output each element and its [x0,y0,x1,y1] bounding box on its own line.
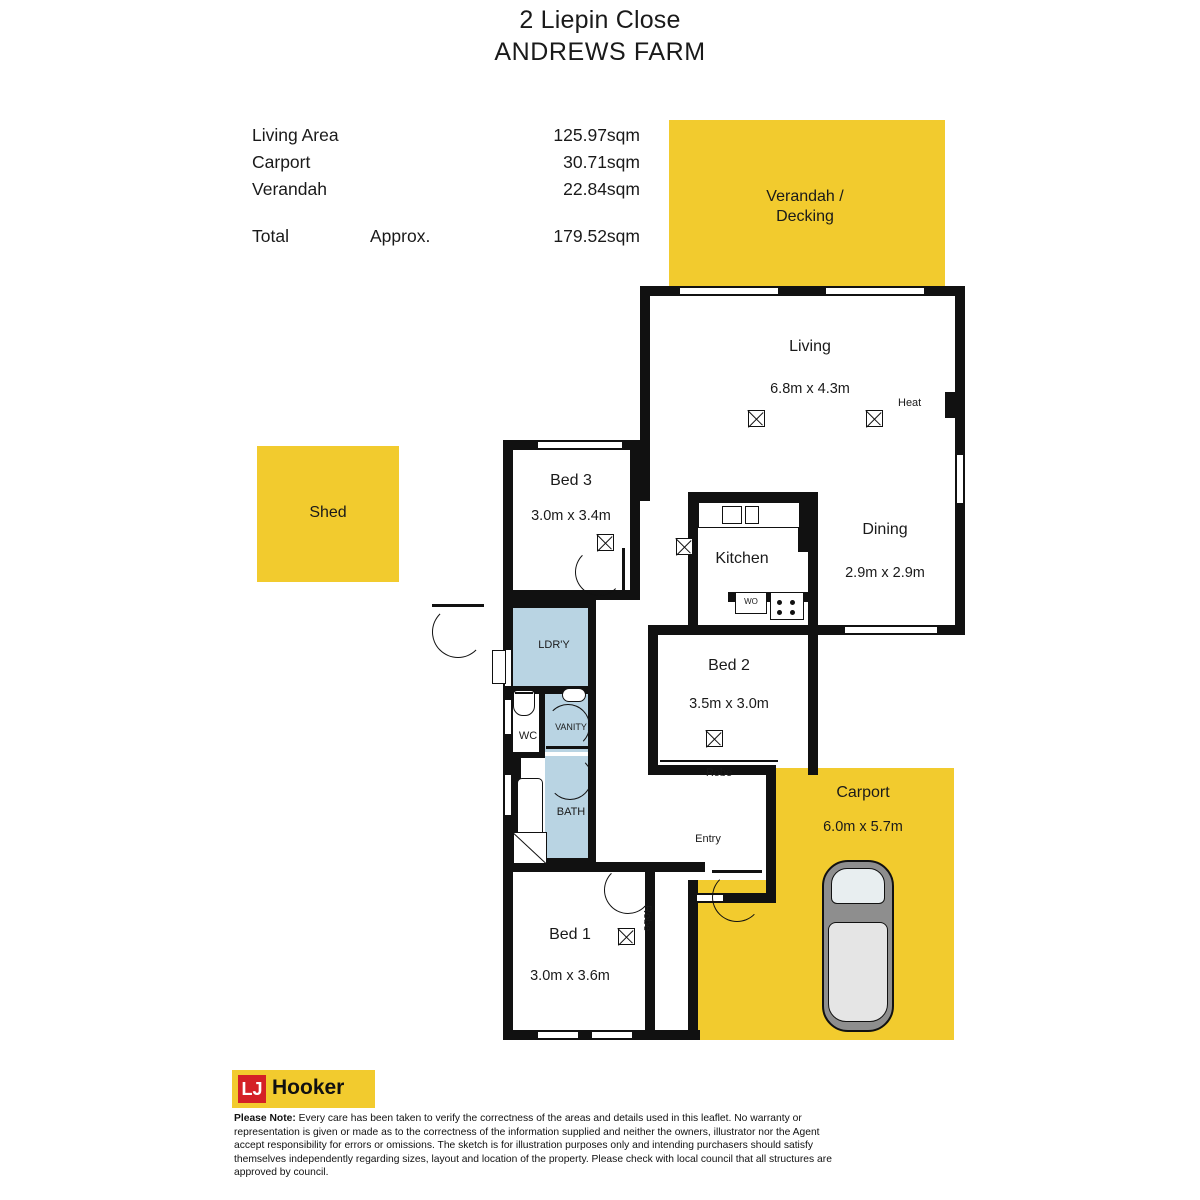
robe-bed1-label: Robe [641,905,653,932]
property-suburb: ANDREWS FARM [494,38,706,66]
laundry-trough [492,650,506,684]
area-value: 30.71sqm [563,152,640,172]
area-label: Carport [252,152,311,172]
area-value: 22.84sqm [563,179,640,199]
ceiling-fan-living-1 [748,410,765,427]
window-bath-west [503,775,513,815]
bed1-label: Bed 1 3.0m x 3.6m [530,926,610,984]
cooktop-icon [722,506,742,524]
disclaimer [234,1112,834,1180]
wall-oven-label: WO [744,597,758,606]
entry-label: Entry [695,833,721,845]
window-living-top-2 [826,286,924,296]
living-label: Living 6.8m x 4.3m [770,338,850,397]
toilet-cistern [515,692,533,694]
area-value: 179.52sqm [553,226,640,246]
window-bed1-south-2 [592,1030,632,1040]
sink-icon [745,506,759,524]
area-note [370,176,520,203]
wall-carport-west [766,768,776,903]
area-note: Approx. [370,226,431,246]
ceiling-fan-bed3 [597,534,614,551]
door-vanity-leaf [546,746,590,749]
ceiling-fan-bed2 [706,730,723,747]
door-laundry-external [432,606,484,658]
heat-label: Heat [898,397,922,409]
wall-entry-east [688,880,698,1040]
wall-entry-north [645,862,705,872]
table-row [252,149,652,176]
property-address: 2 Liepin Close [519,6,681,34]
vanity-basin [562,688,586,702]
hotplate-2 [790,600,795,605]
verandah-label: Verandah / Decking [766,188,844,225]
vanity-label: VANITY [555,722,587,732]
hotplate-1 [777,600,782,605]
wall-laundry-east [588,600,596,686]
page-title [0,4,1200,68]
table-row [252,176,652,203]
logo-name: Hooker [272,1076,345,1099]
bed3-label: Bed 3 3.0m x 3.4m [531,472,611,524]
area-note [370,122,520,149]
shed-label: Shed [309,504,347,521]
hotplate-4 [790,610,795,615]
door-laundry-leaf [432,604,484,607]
wall-kitchen-north [688,492,818,502]
lj-hooker-logo[interactable] [232,1070,375,1108]
kitchen-label: Kitchen [715,550,769,567]
window-bed1-south-1 [538,1030,578,1040]
door-entry [712,872,762,922]
wc-label: WC [518,730,538,742]
area-label: Total [252,226,289,246]
logo-mark: LJ [238,1075,266,1103]
wall-living-left [640,286,650,501]
door-entry-leaf [712,870,762,873]
robe-bed2-label: Robe [705,767,733,779]
wall-wc-east [539,690,545,754]
heater-unit [945,392,959,418]
ceiling-fan-living-2 [866,410,883,427]
table-row-total [252,223,652,250]
carport-label: Carport 6.0m x 5.7m [823,784,903,835]
table-row [252,122,652,149]
door-bath [548,756,592,800]
area-label: Living Area [252,125,339,145]
wall-bed3-bottom [503,590,640,600]
wall-bed2-top [648,625,808,635]
laundry-label: LDR'Y [538,639,570,651]
disclaimer-heading: Please Note: [234,1113,296,1124]
wall-laundry-top [513,600,595,608]
car-windshield [831,868,885,904]
hotplate-3 [777,610,782,615]
door-bed3-leaf [622,548,625,596]
robe-bed2-divider [660,760,778,762]
dining-label: Dining 2.9m x 2.9m [845,521,925,581]
disclaimer-text: Every care has been taken to verify the correctness of the areas and details used in this leaflet. No warranty or representation is given or made as to the correctness of the information supplied and neither the owners, illustrator nor the Agent accept responsibility for errors or omissions. The sketch is for illustration purposes only and intending purchasers should satisfy themselves independently regarding sizes, layout and location of the property. Please check with local council that all structures are approved by council. [234,1113,832,1179]
car-body [828,922,888,1022]
area-summary-table [252,122,652,250]
area-label: Verandah [252,179,327,199]
window-living-right [955,455,965,503]
bed2-label: Bed 2 3.5m x 3.0m [689,657,769,712]
bath-label: BATH [556,806,586,818]
window-bed3-top [538,440,622,450]
window-living-top-1 [680,286,778,296]
area-note [370,149,520,176]
cooktop-hotplates [770,592,804,620]
window-dining-bottom [845,625,937,635]
area-value: 125.97sqm [553,125,640,145]
